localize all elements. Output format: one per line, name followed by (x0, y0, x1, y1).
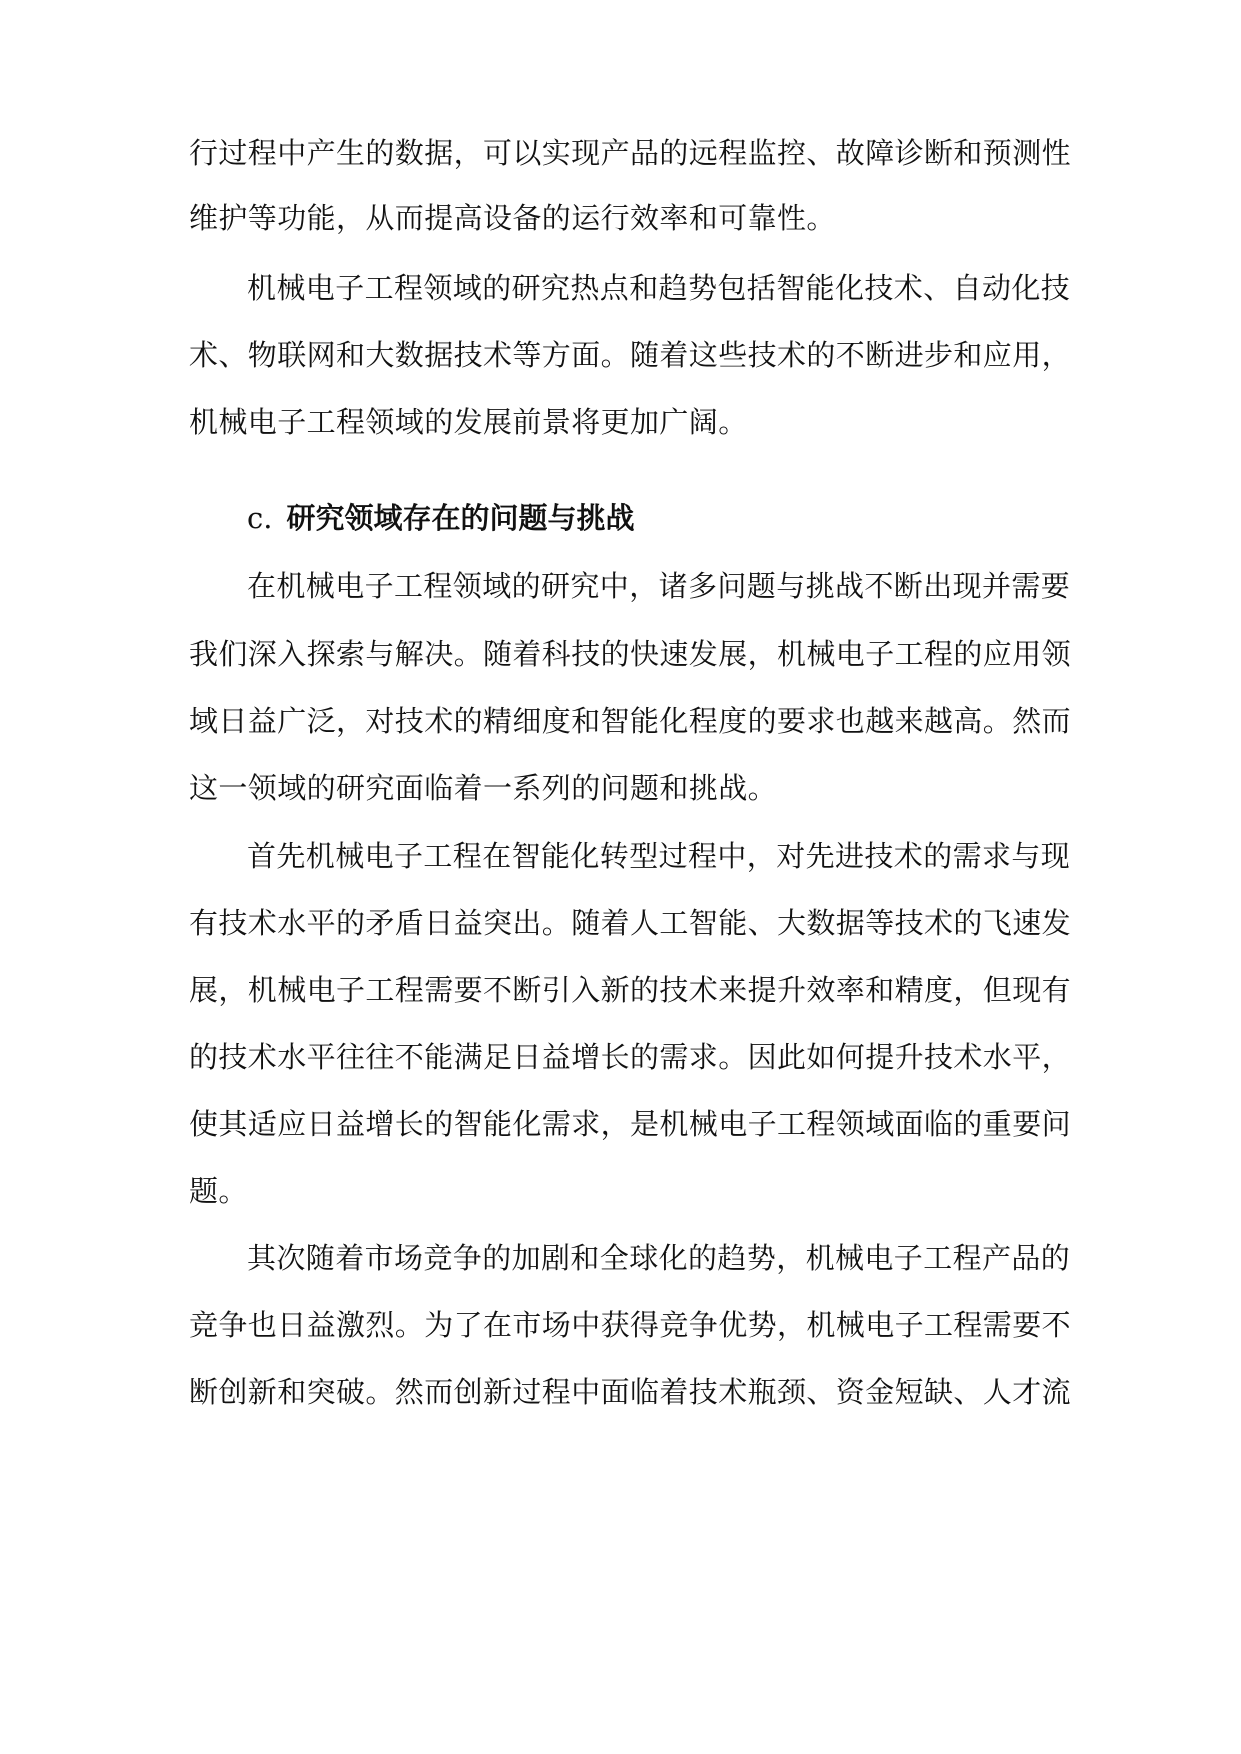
text-line: 的技术水平往往不能满足日益增长的需求。因此如何提升技术水平， (189, 1040, 1072, 1074)
section-marker: c. (247, 501, 273, 535)
text-line: 域日益广泛，对技术的精细度和智能化程度的要求也越来越高。然而 (189, 704, 1072, 738)
text-line: 机械电子工程领域的研究热点和趋势包括智能化技术、自动化技 (247, 271, 1071, 305)
text-line: 首先机械电子工程在智能化转型过程中，对先进技术的需求与现 (247, 839, 1071, 873)
text-line: 机械电子工程领域的发展前景将更加广阔。 (189, 405, 748, 439)
text-line: 行过程中产生的数据，可以实现产品的远程监控、故障诊断和预测性 (189, 136, 1072, 170)
text-line: 有技术水平的矛盾日益突出。随着人工智能、大数据等技术的飞速发 (189, 906, 1072, 940)
text-line: 维护等功能，从而提高设备的运行效率和可靠性。 (189, 201, 836, 235)
text-line: 断创新和突破。然而创新过程中面临着技术瓶颈、资金短缺、人才流 (189, 1375, 1072, 1409)
text-line: 术、物联网和大数据技术等方面。随着这些技术的不断进步和应用， (189, 338, 1072, 372)
text-line: 在机械电子工程领域的研究中，诸多问题与挑战不断出现并需要 (247, 569, 1071, 603)
text-line: 展，机械电子工程需要不断引入新的技术来提升效率和精度，但现有 (189, 973, 1072, 1007)
text-line: 其次随着市场竞争的加剧和全球化的趋势，机械电子工程产品的 (247, 1241, 1071, 1275)
text-line: 使其适应日益增长的智能化需求，是机械电子工程领域面临的重要问 (189, 1107, 1072, 1141)
section-title: 研究领域存在的问题与挑战 (286, 501, 635, 535)
text-line: 题。 (189, 1174, 248, 1208)
text-line: 我们深入探索与解决。随着科技的快速发展，机械电子工程的应用领 (189, 637, 1072, 671)
text-line: 这一领域的研究面临着一系列的问题和挑战。 (189, 771, 778, 805)
text-line: 竞争也日益激烈。为了在市场中获得竞争优势，机械电子工程需要不 (189, 1308, 1072, 1342)
section-heading (247, 498, 634, 538)
